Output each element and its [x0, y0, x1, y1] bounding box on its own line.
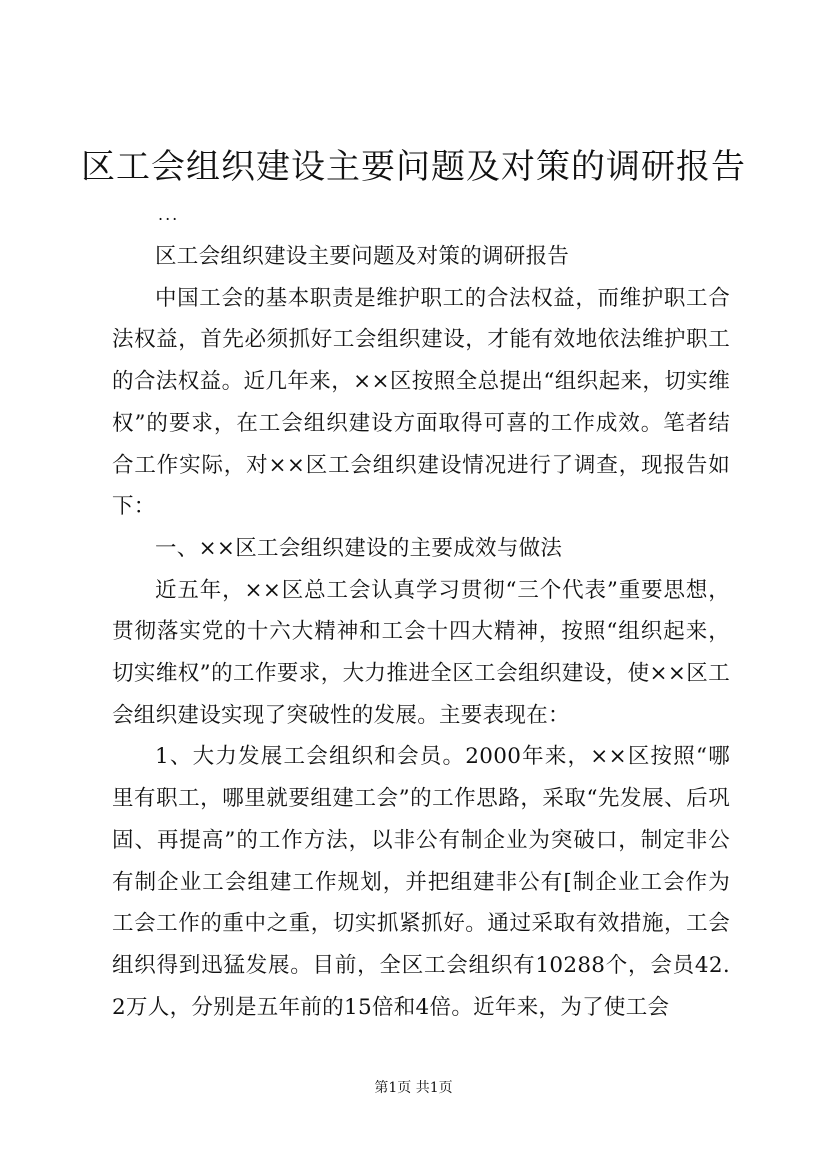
paragraph-section-1: 近五年，××区总工会认真学习贯彻“三个代表”重要思想，贯彻落实党的十六大精神和工会十四大精神，按照“组织起来，切实维权”的工作要求，大力推进全区工会组织建设，使××区工会组织建设实现了突破性的发展。主要表现在：: [112, 577, 730, 728]
paragraph-item-1: 1、大力发展工会组织和会员。2000年来，××区按照“哪里有职工，哪里就要组建工会”的工作思路，采取“先发展、后巩固、再提高”的工作方法，以非公有制企业为突破口，制定非公有制企业工会组建工作规划，并把组建非公有[制企业工会作为工会工作的重中之重，切实抓紧抓好。通过采取有效措施，工会组织得到迅猛发展。目前，全区工会组织有10288个，会员42.2万人，分别是五年前的15倍和4倍。近年来，为了使工会: [112, 744, 730, 1020]
ellipsis-marker: ...: [158, 205, 180, 224]
page-footer: 第1页 共1页: [374, 1080, 453, 1096]
document-body: [112, 236, 730, 1028]
document-title: 区工会组织建设主要问题及对策的调研报告: [81, 147, 746, 187]
paragraph-subtitle: 区工会组织建设主要问题及对策的调研报告: [155, 244, 570, 269]
paragraph-intro: 中国工会的基本职责是维护职工的合法权益，而维护职工合法权益，首先必须抓好工会组织建设，才能有效地依法维护职工的合法权益。近几年来，××区按照全总提出“组织起来，切实维权”的要求，在工会组织建设方面取得可喜的工作成效。笔者结合工作实际，对××区工会组织建设情况进行了调查，现报告如下：: [112, 285, 730, 520]
section-heading-1: 一、××区工会组织建设的主要成效与做法: [155, 535, 563, 561]
